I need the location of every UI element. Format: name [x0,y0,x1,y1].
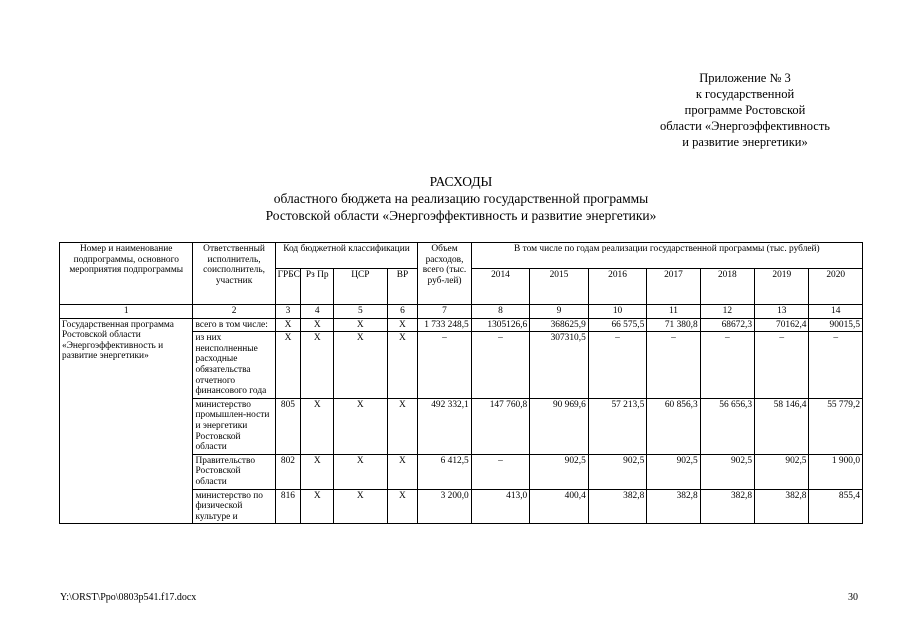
vr-cell: Х [387,332,418,399]
grbs-cell: 805 [275,398,301,454]
year-value-cell: – [471,454,530,489]
year-value-cell: 71 380,8 [647,318,700,332]
year-value-cell: – [647,332,700,399]
year-value-cell: 55 779,2 [809,398,863,454]
vr-cell: Х [387,318,418,332]
header-year: 2020 [809,269,863,305]
executor-cell: министерство по физической культуре и [193,489,275,524]
column-number: 7 [418,305,471,319]
header-year: 2016 [588,269,647,305]
header-rzpr: Рз Пр [301,269,334,305]
appendix-line: к государственной [695,87,795,101]
footer-file-path: Y:\ORST\Ppo\0803p541.f17.docx [60,592,197,603]
column-number: 2 [193,305,275,319]
year-value-cell: 90015,5 [809,318,863,332]
year-value-cell: 855,4 [809,489,863,524]
column-number: 8 [471,305,530,319]
csr-cell: Х [334,398,387,454]
executor-cell: Правительство Ростовской области [193,454,275,489]
year-value-cell: 382,8 [647,489,700,524]
program-name-cell: Государственная программа Ростовской области «Энергоэффективность и развитие энергетики» [60,318,193,524]
header-grbs: ГРБС [275,269,301,305]
column-number: 11 [647,305,700,319]
year-value-cell: 56 656,3 [700,398,754,454]
total-cell: 492 332,1 [418,398,471,454]
appendix-line: и развитие энергетики» [682,135,808,149]
appendix-block [600,70,890,150]
year-value-cell: 382,8 [755,489,809,524]
column-number: 5 [334,305,387,319]
year-value-cell: 902,5 [588,454,647,489]
year-value-cell: 902,5 [700,454,754,489]
year-value-cell: 902,5 [647,454,700,489]
heading-title: РАСХОДЫ [429,174,493,189]
appendix-line: Приложение № 3 [699,71,791,85]
rzpr-cell: Х [301,489,334,524]
header-year: 2018 [700,269,754,305]
column-number: 9 [530,305,589,319]
column-number: 13 [755,305,809,319]
header-year: 2015 [530,269,589,305]
year-value-cell: – [700,332,754,399]
year-value-cell: 382,8 [588,489,647,524]
column-number-row [60,305,863,319]
year-value-cell: 90 969,6 [530,398,589,454]
rzpr-cell: Х [301,454,334,489]
year-value-cell: 902,5 [755,454,809,489]
header-total: Объем расходов, всего (тыс. руб-лей) [418,243,471,305]
year-value-cell: – [755,332,809,399]
header-program: Номер и наименование подпрограммы, основного мероприятия подпрограммы [60,243,193,305]
vr-cell: Х [387,454,418,489]
document-heading [60,173,862,224]
heading-line: областного бюджета на реализацию государственной программы [273,191,649,206]
grbs-cell: 802 [275,454,301,489]
year-value-cell: 57 213,5 [588,398,647,454]
year-value-cell: 70162,4 [755,318,809,332]
expenses-table [59,242,863,524]
grbs-cell: Х [275,318,301,332]
header-year: 2014 [471,269,530,305]
rzpr-cell: Х [301,398,334,454]
year-value-cell: 413,0 [471,489,530,524]
total-cell: 1 733 248,5 [418,318,471,332]
header-vr: ВР [387,269,418,305]
csr-cell: Х [334,454,387,489]
year-value-cell: 902,5 [530,454,589,489]
executor-cell: из них неисполненные расходные обязательства отчетного финансового года [193,332,275,399]
year-value-cell: 400,4 [530,489,589,524]
grbs-cell: 816 [275,489,301,524]
column-number: 14 [809,305,863,319]
header-year: 2019 [755,269,809,305]
table-row [60,318,863,332]
year-value-cell: 382,8 [700,489,754,524]
column-number: 4 [301,305,334,319]
year-value-cell: – [809,332,863,399]
page-number: 30 [848,592,858,603]
header-by-year: В том числе по годам реализации государственной программы (тыс. рублей) [471,243,862,269]
year-value-cell: 68672,3 [700,318,754,332]
appendix-line: области «Энергоэффективность [659,119,830,133]
year-value-cell: 307310,5 [530,332,589,399]
header-executor: Ответственный исполнитель, соисполнитель, участник [193,243,275,305]
rzpr-cell: Х [301,318,334,332]
executor-cell: министерство промышлен-ности и энергетики Ростовской области [193,398,275,454]
appendix-line: программе Ростовской [684,103,806,117]
year-value-cell: – [471,332,530,399]
header-csr: ЦСР [334,269,387,305]
year-value-cell: 60 856,3 [647,398,700,454]
year-value-cell: 147 760,8 [471,398,530,454]
column-number: 10 [588,305,647,319]
executor-cell: всего в том числе: [193,318,275,332]
csr-cell: Х [334,318,387,332]
column-number: 3 [275,305,301,319]
year-value-cell: 368625,9 [530,318,589,332]
header-budget-code: Код бюджетной классификации [275,243,418,269]
rzpr-cell: Х [301,332,334,399]
header-year: 2017 [647,269,700,305]
vr-cell: Х [387,398,418,454]
column-number: 1 [60,305,193,319]
year-value-cell: 1 900,0 [809,454,863,489]
vr-cell: Х [387,489,418,524]
year-value-cell: 66 575,5 [588,318,647,332]
heading-line: Ростовской области «Энергоэффективность и развитие энергетики» [265,208,657,223]
column-number: 6 [387,305,418,319]
csr-cell: Х [334,332,387,399]
year-value-cell: 1305126,6 [471,318,530,332]
total-cell: – [418,332,471,399]
total-cell: 6 412,5 [418,454,471,489]
year-value-cell: – [588,332,647,399]
total-cell: 3 200,0 [418,489,471,524]
year-value-cell: 58 146,4 [755,398,809,454]
column-number: 12 [700,305,754,319]
csr-cell: Х [334,489,387,524]
grbs-cell: Х [275,332,301,399]
